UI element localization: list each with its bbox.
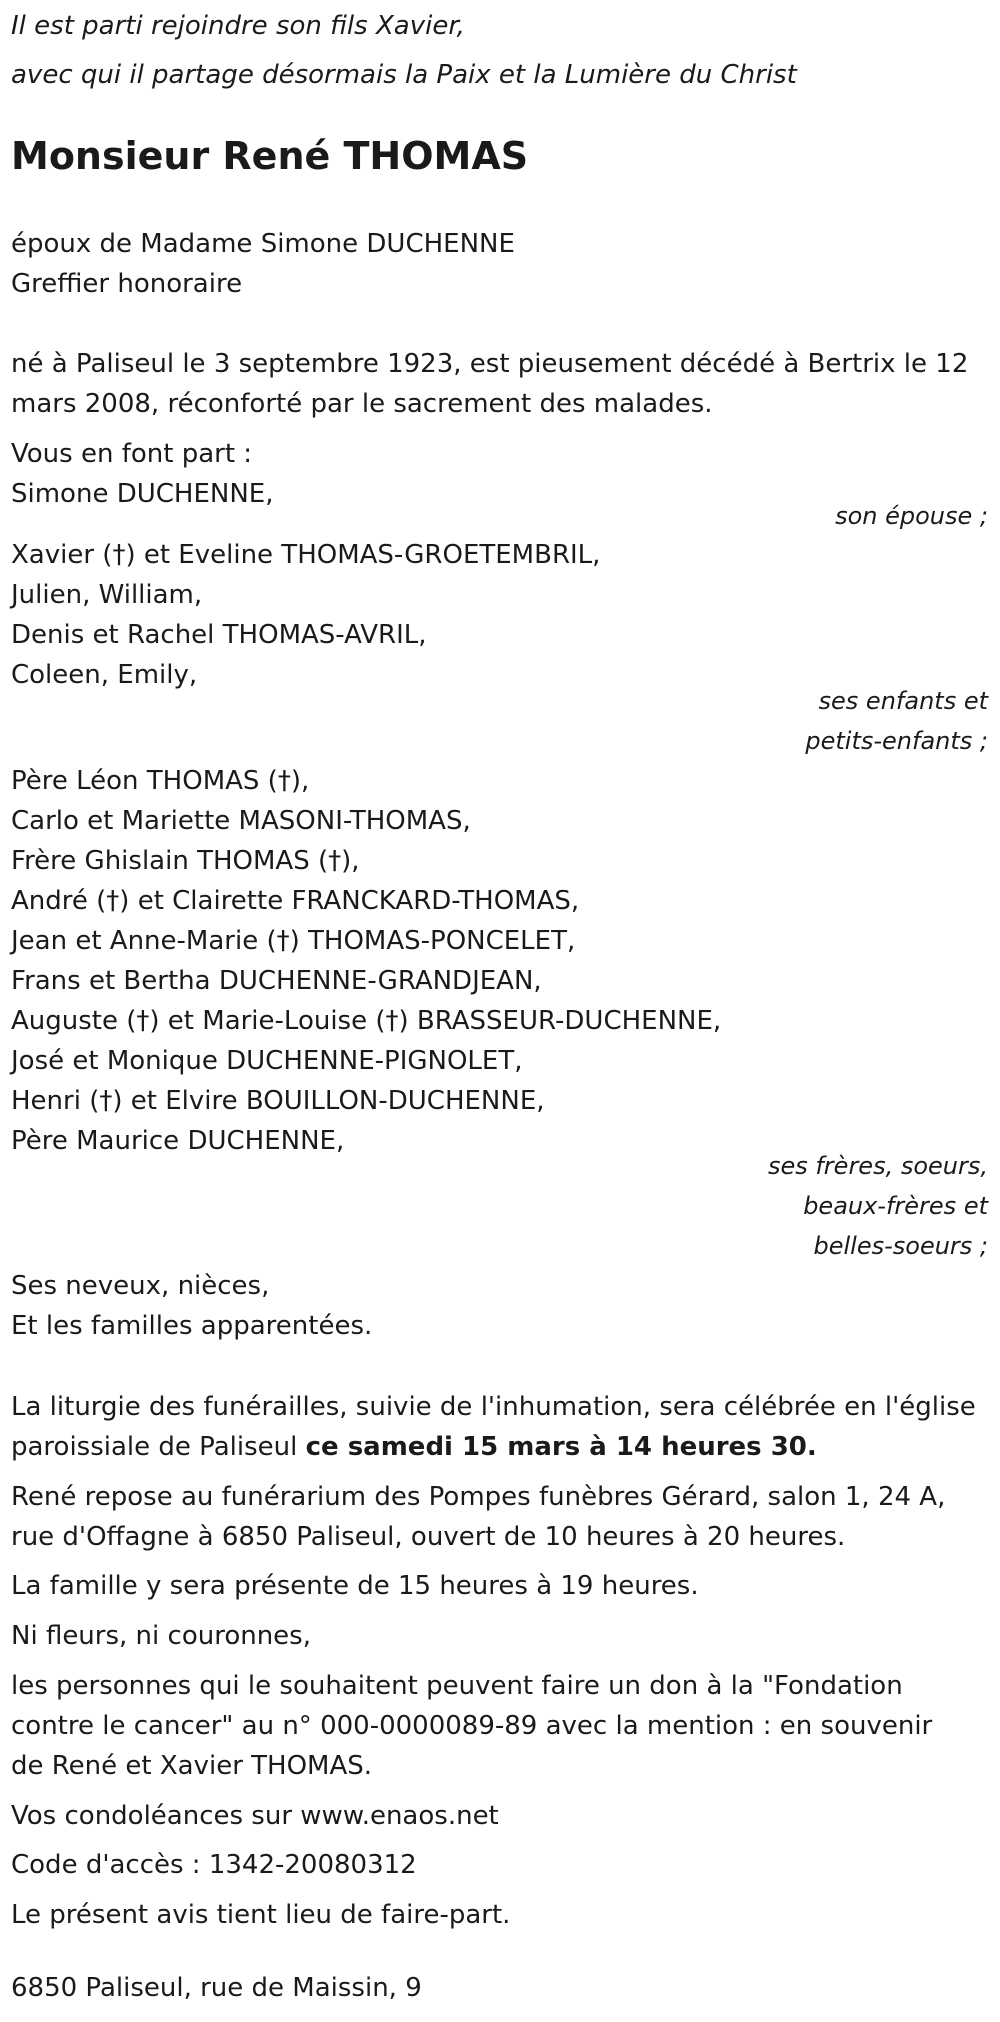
condolences-line: Vos condoléances sur www.enaos.net: [11, 1801, 499, 1831]
donation-line-2: contre le cancer" au n° 000-0000089-89 avec la mention : en souvenir: [11, 1711, 933, 1741]
others-line-2: Et les familles apparentées.: [11, 1311, 373, 1341]
birth-line-1: né à Paliseul le 3 septembre 1923, est pieusement décédé à Bertrix le 12: [11, 349, 969, 379]
mourner-sibling-2: Carlo et Mariette MASONI-THOMAS,: [11, 806, 471, 836]
intro-line-1: Il est parti rejoindre son fils Xavier,: [11, 11, 465, 41]
birth-line-2: mars 2008, réconforté par le sacrement des malades.: [11, 389, 713, 419]
family-presence: La famille y sera présente de 15 heures à 19 heures.: [11, 1571, 699, 1601]
profession: Greffier honoraire: [11, 269, 243, 299]
role-siblings-1: ses frères, soeurs,: [767, 1152, 988, 1180]
mourner-sibling-8: José et Monique DUCHENNE-PIGNOLET,: [11, 1046, 523, 1076]
mourner-sibling-5: Jean et Anne-Marie (†) THOMAS-PONCELET,: [11, 926, 576, 956]
mourner-sibling-7: Auguste (†) et Marie-Louise (†) BRASSEUR-DUCHENNE,: [11, 1006, 722, 1036]
funeral-location: paroissiale de Paliseul: [11, 1432, 306, 1462]
mourner-sibling-6: Frans et Bertha DUCHENNE-GRANDJEAN,: [11, 966, 542, 996]
flowers-line: Ni fleurs, ni couronnes,: [11, 1621, 311, 1651]
role-siblings-2: beaux-frères et: [803, 1192, 988, 1220]
intro-line-2: avec qui il partage désormais la Paix et la Lumière du Christ: [11, 60, 797, 90]
donation-line-3: de René et Xavier THOMAS.: [11, 1751, 373, 1781]
mourner-spouse: Simone DUCHENNE,: [11, 479, 274, 509]
spouse-line: époux de Madame Simone DUCHENNE: [11, 229, 515, 259]
mourner-sibling-10: Père Maurice DUCHENNE,: [11, 1126, 345, 1156]
mourner-child-4: Coleen, Emily,: [11, 660, 198, 690]
notice-line: Le présent avis tient lieu de faire-part.: [11, 1900, 511, 1930]
donation-line-1: les personnes qui le souhaitent peuvent faire un don à la "Fondation: [11, 1671, 903, 1701]
mourner-sibling-3: Frère Ghislain THOMAS (†),: [11, 846, 360, 876]
funeral-line-1: La liturgie des funérailles, suivie de l'inhumation, sera célébrée en l'église: [11, 1392, 976, 1422]
rest-line-2: rue d'Offagne à 6850 Paliseul, ouvert de 10 heures à 20 heures.: [11, 1522, 846, 1552]
rest-line-1: René repose au funérarium des Pompes funèbres Gérard, salon 1, 24 A,: [11, 1482, 946, 1512]
funeral-date-time: ce samedi 15 mars à 14 heures 30.: [305, 1432, 817, 1462]
mourner-sibling-4: André (†) et Clairette FRANCKARD-THOMAS,: [11, 886, 580, 916]
role-spouse: son épouse ;: [835, 502, 988, 530]
others-line-1: Ses neveux, nièces,: [11, 1271, 270, 1301]
mourner-sibling-9: Henri (†) et Elvire BOUILLON-DUCHENNE,: [11, 1086, 545, 1116]
role-children-1: ses enfants et: [818, 687, 988, 715]
announce-line: Vous en font part :: [11, 439, 253, 469]
mourner-child-2: Julien, William,: [11, 580, 203, 610]
role-children-2: petits-enfants ;: [805, 727, 988, 755]
deceased-name: Monsieur René THOMAS: [11, 134, 529, 178]
mourner-sibling-1: Père Léon THOMAS (†),: [11, 766, 310, 796]
mourner-child-1: Xavier (†) et Eveline THOMAS-GROETEMBRIL,: [11, 540, 601, 570]
funeral-line-2: [11, 1427, 817, 1467]
mourner-child-3: Denis et Rachel THOMAS-AVRIL,: [11, 620, 427, 650]
access-code: Code d'accès : 1342-20080312: [11, 1850, 417, 1880]
address-line: 6850 Paliseul, rue de Maissin, 9: [11, 1973, 422, 2003]
role-siblings-3: belles-soeurs ;: [813, 1232, 988, 1260]
